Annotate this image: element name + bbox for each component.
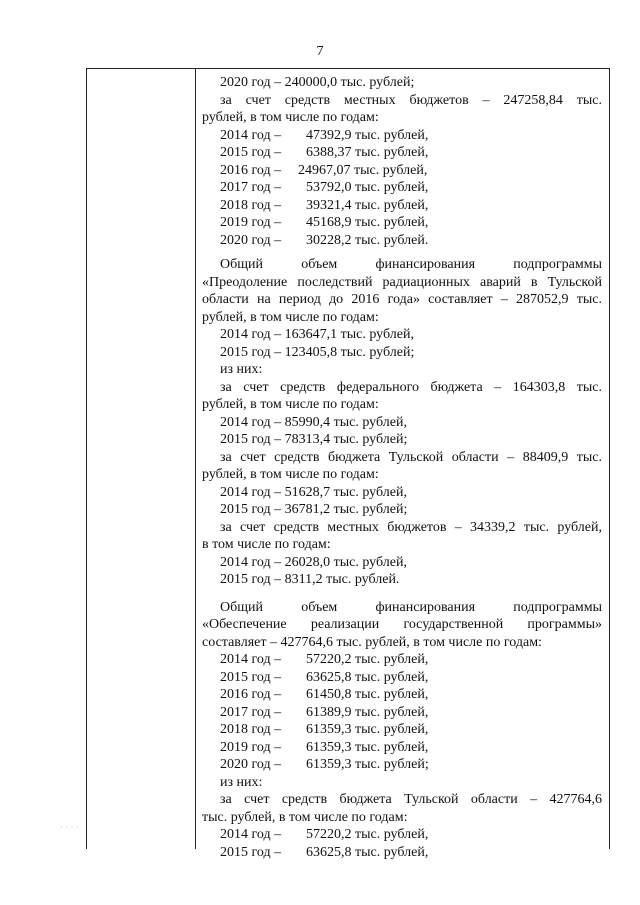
year-row: 2014 год – 47392,9 тыс. рублей,	[220, 127, 429, 143]
text-line: Общий объем финансирования подпрограммы	[220, 257, 602, 272]
year-row: 2015 год – 63625,8 тыс. рублей,	[220, 844, 429, 860]
year-row: 2016 год – 61450,8 тыс. рублей,	[220, 687, 429, 702]
text-line: в том числе по годам:	[202, 537, 331, 552]
text-line: составляет – 427764,6 тыс. рублей, в том числе по годам:	[202, 634, 542, 650]
text-line: 2015 год – 78313,4 тыс. рублей;	[220, 432, 408, 447]
text-line: Общий объем финансирования подпрограммы	[220, 599, 602, 615]
year-row: 2018 год – 61359,3 тыс. рублей,	[220, 722, 429, 737]
year-row: 2019 год – 45168,9 тыс. рублей,	[220, 215, 429, 230]
text-line: «Обеспечение реализации государственной программы»	[202, 617, 602, 632]
year-row: 2015 год – 6388,37 тыс. рублей,	[220, 145, 429, 160]
text-line: за счет средств местных бюджетов – 34339,2 тыс. рублей,	[220, 519, 602, 535]
text-line: из них:	[220, 774, 263, 790]
text-line: за счет средств местных бюджетов – 247258,84 тыс.	[220, 92, 602, 108]
text-line: 2014 год – 51628,7 тыс. рублей,	[220, 484, 407, 500]
text-line: за счет средств бюджета Тульской области – 88409,9 тыс.	[220, 449, 602, 465]
year-row: 2018 год – 39321,4 тыс. рублей,	[220, 197, 429, 213]
text-line: 2014 год – 26028,0 тыс. рублей,	[220, 554, 407, 570]
text-line: 2014 год – 85990,4 тыс. рублей,	[220, 414, 407, 430]
text-line: 2015 год – 36781,2 тыс. рублей;	[220, 502, 408, 517]
text-line: 2014 год – 163647,1 тыс. рублей,	[220, 327, 414, 342]
text-line: рублей, в том числе по годам:	[202, 467, 379, 482]
text-line: тыс. рублей, в том числе по годам:	[202, 809, 408, 825]
year-row: 2017 год – 61389,9 тыс. рублей,	[220, 704, 429, 720]
text-line: 2020 год – 240000,0 тыс. рублей;	[220, 75, 415, 90]
year-row: 2020 год – 61359,3 тыс. рублей;	[220, 757, 429, 772]
text-line: рублей, в том числе по годам:	[202, 309, 379, 325]
year-row: 2019 год – 61359,3 тыс. рублей,	[220, 739, 429, 755]
year-row: 2016 год – 24967,07 тыс. рублей,	[220, 162, 428, 178]
year-row: 2014 год – 57220,2 тыс. рублей,	[220, 827, 429, 842]
text-line: рублей, в том числе по годам:	[202, 110, 379, 125]
text-line: 2015 год – 123405,8 тыс. рублей;	[220, 344, 415, 360]
text-line: рублей, в том числе по годам:	[202, 397, 379, 412]
scan-artifact: · · · ·	[60, 822, 79, 832]
text-line: за счет средств федерального бюджета – 164303,8 тыс.	[220, 379, 602, 395]
year-row: 2014 год – 57220,2 тыс. рублей,	[220, 652, 429, 667]
financing-text-column	[202, 74, 602, 861]
text-line: 2015 год – 8311,2 тыс. рублей.	[220, 572, 400, 587]
year-row: 2017 год – 53792,0 тыс. рублей,	[220, 180, 429, 195]
text-line: из них:	[220, 362, 263, 377]
page-number: 7	[316, 44, 324, 59]
text-line: «Преодоление последствий радиационных аварий в Тульской	[202, 274, 602, 290]
year-row: 2020 год – 30228,2 тыс. рублей.	[220, 232, 429, 248]
year-row: 2015 год – 63625,8 тыс. рублей,	[220, 669, 429, 685]
text-line: области на период до 2016 года» составляет – 287052,9 тыс.	[202, 292, 602, 307]
document-table	[86, 68, 610, 860]
text-line: за счет средств бюджета Тульской области – 427764,6	[220, 792, 602, 807]
column-divider	[195, 69, 196, 849]
